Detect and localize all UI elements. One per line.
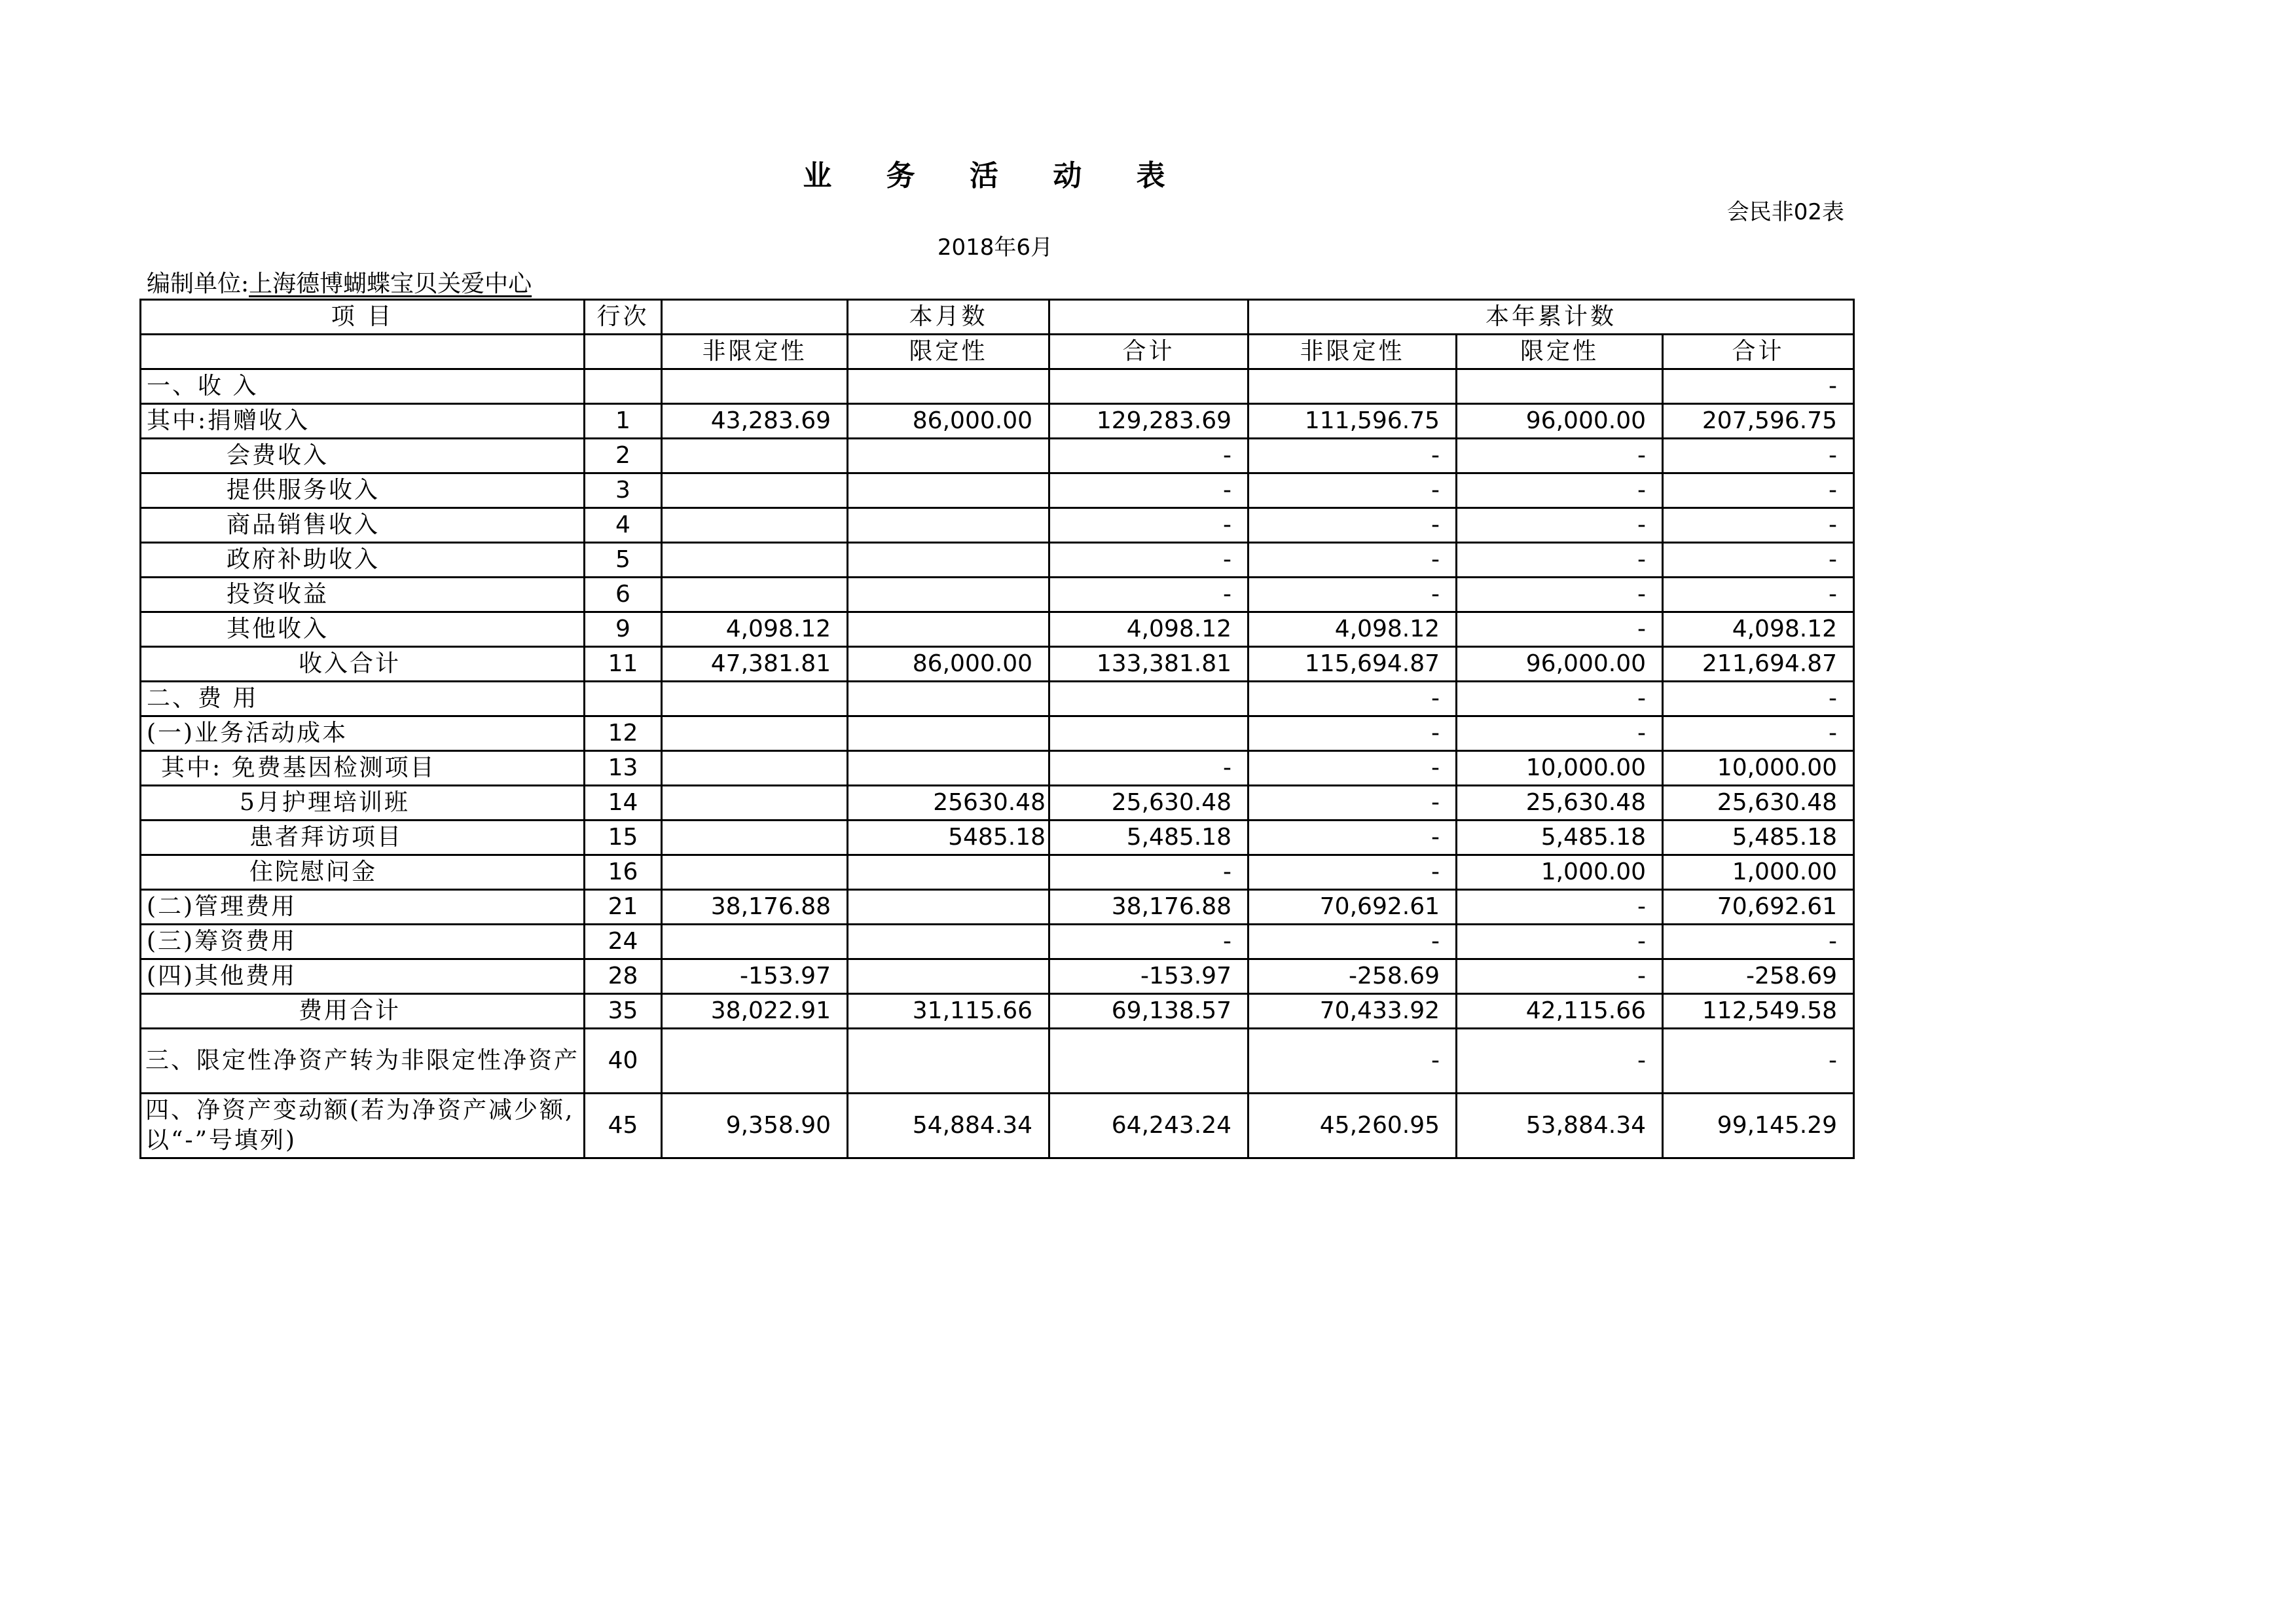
row-line-no: 15 bbox=[585, 821, 662, 855]
year-unrestricted: - bbox=[1248, 855, 1457, 890]
row-label: 其中:捐赠收入 bbox=[141, 404, 585, 439]
year-unrestricted: - bbox=[1248, 543, 1457, 578]
header-item: 项 目 bbox=[141, 300, 585, 335]
month-total: - bbox=[1049, 925, 1248, 959]
month-unrestricted: -153.97 bbox=[662, 959, 848, 994]
year-unrestricted: - bbox=[1248, 1029, 1457, 1094]
header-year-total: 合计 bbox=[1663, 335, 1854, 369]
year-restricted: - bbox=[1457, 716, 1663, 751]
year-unrestricted: -258.69 bbox=[1248, 959, 1457, 994]
year-total: 207,596.75 bbox=[1663, 404, 1854, 439]
header-row-1 bbox=[141, 300, 1854, 335]
year-total: -258.69 bbox=[1663, 959, 1854, 994]
year-unrestricted: - bbox=[1248, 925, 1457, 959]
month-total: 5,485.18 bbox=[1049, 821, 1248, 855]
row-line-no: 16 bbox=[585, 855, 662, 890]
row-line-no: 11 bbox=[585, 647, 662, 682]
unit-name: 上海德博蝴蝶宝贝关爱中心 bbox=[249, 270, 532, 297]
month-total bbox=[1049, 716, 1248, 751]
year-restricted: - bbox=[1457, 612, 1663, 647]
row-label: 5月护理培训班 bbox=[141, 786, 585, 821]
month-restricted bbox=[848, 439, 1049, 473]
year-restricted: - bbox=[1457, 682, 1663, 716]
table-row bbox=[141, 647, 1854, 682]
row-line-no: 4 bbox=[585, 508, 662, 543]
header-year-restricted: 限定性 bbox=[1457, 335, 1663, 369]
month-restricted bbox=[848, 890, 1049, 925]
header-year-group: 本年累计数 bbox=[1248, 300, 1854, 335]
header-month-total: 合计 bbox=[1049, 335, 1248, 369]
year-unrestricted: - bbox=[1248, 751, 1457, 786]
year-unrestricted: - bbox=[1248, 439, 1457, 473]
year-total: - bbox=[1663, 473, 1854, 508]
month-unrestricted bbox=[662, 508, 848, 543]
row-line-no: 24 bbox=[585, 925, 662, 959]
month-restricted bbox=[848, 1029, 1049, 1094]
header-month-unrestricted: 非限定性 bbox=[662, 335, 848, 369]
year-total: - bbox=[1663, 578, 1854, 612]
table-row bbox=[141, 404, 1854, 439]
month-restricted bbox=[848, 612, 1049, 647]
table-row bbox=[141, 369, 1854, 404]
row-line-no bbox=[585, 369, 662, 404]
year-total: 10,000.00 bbox=[1663, 751, 1854, 786]
header-row-2 bbox=[141, 335, 1854, 369]
month-total: 38,176.88 bbox=[1049, 890, 1248, 925]
month-total bbox=[1049, 682, 1248, 716]
row-line-no: 28 bbox=[585, 959, 662, 994]
year-unrestricted: - bbox=[1248, 473, 1457, 508]
row-label: 二、费 用 bbox=[141, 682, 585, 716]
table-row bbox=[141, 716, 1854, 751]
table-row bbox=[141, 890, 1854, 925]
header-year-unrestricted: 非限定性 bbox=[1248, 335, 1457, 369]
table-row bbox=[141, 751, 1854, 786]
month-restricted bbox=[848, 855, 1049, 890]
row-line-no: 13 bbox=[585, 751, 662, 786]
row-label: (三)筹资费用 bbox=[141, 925, 585, 959]
header-blank bbox=[141, 335, 585, 369]
month-total: 25,630.48 bbox=[1049, 786, 1248, 821]
month-total: 133,381.81 bbox=[1049, 647, 1248, 682]
table-row bbox=[141, 682, 1854, 716]
month-unrestricted bbox=[662, 1029, 848, 1094]
month-restricted bbox=[848, 959, 1049, 994]
month-unrestricted: 47,381.81 bbox=[662, 647, 848, 682]
month-total: - bbox=[1049, 543, 1248, 578]
year-total: 70,692.61 bbox=[1663, 890, 1854, 925]
year-restricted: 10,000.00 bbox=[1457, 751, 1663, 786]
month-unrestricted bbox=[662, 369, 848, 404]
activity-statement-table bbox=[139, 299, 1855, 1159]
table-row bbox=[141, 821, 1854, 855]
year-unrestricted: - bbox=[1248, 682, 1457, 716]
month-restricted bbox=[848, 369, 1049, 404]
year-restricted: 25,630.48 bbox=[1457, 786, 1663, 821]
month-total: 69,138.57 bbox=[1049, 994, 1248, 1029]
year-total: - bbox=[1663, 369, 1854, 404]
table-row bbox=[141, 508, 1854, 543]
row-label: 商品销售收入 bbox=[141, 508, 585, 543]
month-restricted: 54,884.34 bbox=[848, 1094, 1049, 1158]
month-unrestricted bbox=[662, 821, 848, 855]
row-label: (一)业务活动成本 bbox=[141, 716, 585, 751]
year-unrestricted: - bbox=[1248, 508, 1457, 543]
table-row bbox=[141, 994, 1854, 1029]
table-row bbox=[141, 543, 1854, 578]
month-unrestricted bbox=[662, 925, 848, 959]
year-restricted: - bbox=[1457, 925, 1663, 959]
year-unrestricted bbox=[1248, 369, 1457, 404]
month-total: - bbox=[1049, 578, 1248, 612]
month-unrestricted: 38,176.88 bbox=[662, 890, 848, 925]
year-unrestricted: 70,433.92 bbox=[1248, 994, 1457, 1029]
row-label: 费用合计 bbox=[141, 994, 585, 1029]
month-unrestricted bbox=[662, 543, 848, 578]
year-unrestricted: 111,596.75 bbox=[1248, 404, 1457, 439]
row-label: 患者拜访项目 bbox=[141, 821, 585, 855]
table-row bbox=[141, 925, 1854, 959]
month-total: - bbox=[1049, 473, 1248, 508]
header-month-restricted: 限定性 bbox=[848, 335, 1049, 369]
table-row bbox=[141, 1094, 1854, 1158]
year-unrestricted: - bbox=[1248, 821, 1457, 855]
row-line-no: 12 bbox=[585, 716, 662, 751]
report-title: 业 务 活 动 表 bbox=[803, 159, 1188, 193]
month-unrestricted bbox=[662, 682, 848, 716]
year-restricted: - bbox=[1457, 543, 1663, 578]
year-restricted: 1,000.00 bbox=[1457, 855, 1663, 890]
year-total: - bbox=[1663, 1029, 1854, 1094]
year-restricted: - bbox=[1457, 439, 1663, 473]
table-row bbox=[141, 439, 1854, 473]
month-restricted bbox=[848, 925, 1049, 959]
year-total: - bbox=[1663, 716, 1854, 751]
month-unrestricted bbox=[662, 716, 848, 751]
row-line-no: 6 bbox=[585, 578, 662, 612]
row-label: 其中: 免费基因检测项目 bbox=[141, 751, 585, 786]
month-total: - bbox=[1049, 508, 1248, 543]
month-unrestricted bbox=[662, 855, 848, 890]
row-label: 四、净资产变动额(若为净资产减少额,以“-”号填列) bbox=[141, 1094, 585, 1158]
header-blank bbox=[1049, 300, 1248, 335]
year-restricted bbox=[1457, 369, 1663, 404]
row-line-no: 9 bbox=[585, 612, 662, 647]
month-restricted: 86,000.00 bbox=[848, 404, 1049, 439]
row-line-no: 3 bbox=[585, 473, 662, 508]
header-line-no: 行次 bbox=[585, 300, 662, 335]
table-row bbox=[141, 855, 1854, 890]
year-restricted: - bbox=[1457, 1029, 1663, 1094]
row-line-no: 1 bbox=[585, 404, 662, 439]
table-row bbox=[141, 612, 1854, 647]
month-total bbox=[1049, 369, 1248, 404]
table-row bbox=[141, 578, 1854, 612]
month-restricted bbox=[848, 716, 1049, 751]
year-total: 99,145.29 bbox=[1663, 1094, 1854, 1158]
row-line-no bbox=[585, 682, 662, 716]
month-total: - bbox=[1049, 751, 1248, 786]
year-restricted: 5,485.18 bbox=[1457, 821, 1663, 855]
year-total: 112,549.58 bbox=[1663, 994, 1854, 1029]
row-label: 住院慰问金 bbox=[141, 855, 585, 890]
month-restricted: 25630.48 bbox=[848, 786, 1049, 821]
year-restricted: 96,000.00 bbox=[1457, 404, 1663, 439]
month-unrestricted bbox=[662, 751, 848, 786]
table-row bbox=[141, 473, 1854, 508]
year-total: 4,098.12 bbox=[1663, 612, 1854, 647]
table-row bbox=[141, 786, 1854, 821]
month-unrestricted: 4,098.12 bbox=[662, 612, 848, 647]
month-total: -153.97 bbox=[1049, 959, 1248, 994]
month-restricted bbox=[848, 578, 1049, 612]
month-restricted bbox=[848, 751, 1049, 786]
month-total: - bbox=[1049, 439, 1248, 473]
month-restricted: 86,000.00 bbox=[848, 647, 1049, 682]
form-code: 会民非02表 bbox=[1726, 199, 1844, 225]
row-label: 提供服务收入 bbox=[141, 473, 585, 508]
row-line-no: 14 bbox=[585, 786, 662, 821]
month-total: - bbox=[1049, 855, 1248, 890]
row-label: 收入合计 bbox=[141, 647, 585, 682]
row-label: 会费收入 bbox=[141, 439, 585, 473]
month-restricted bbox=[848, 508, 1049, 543]
month-unrestricted: 43,283.69 bbox=[662, 404, 848, 439]
row-line-no: 40 bbox=[585, 1029, 662, 1094]
month-unrestricted: 38,022.91 bbox=[662, 994, 848, 1029]
year-unrestricted: - bbox=[1248, 578, 1457, 612]
row-line-no: 35 bbox=[585, 994, 662, 1029]
unit-label: 编制单位: bbox=[147, 270, 249, 297]
year-restricted: - bbox=[1457, 959, 1663, 994]
row-label: (二)管理费用 bbox=[141, 890, 585, 925]
year-unrestricted: 4,098.12 bbox=[1248, 612, 1457, 647]
month-restricted: 31,115.66 bbox=[848, 994, 1049, 1029]
year-restricted: 96,000.00 bbox=[1457, 647, 1663, 682]
month-total: 4,098.12 bbox=[1049, 612, 1248, 647]
preparing-unit bbox=[147, 265, 532, 299]
table-row bbox=[141, 959, 1854, 994]
year-restricted: - bbox=[1457, 890, 1663, 925]
year-restricted: 42,115.66 bbox=[1457, 994, 1663, 1029]
month-unrestricted: 9,358.90 bbox=[662, 1094, 848, 1158]
year-total: 25,630.48 bbox=[1663, 786, 1854, 821]
row-label: 一、收 入 bbox=[141, 369, 585, 404]
month-total: 129,283.69 bbox=[1049, 404, 1248, 439]
year-total: - bbox=[1663, 682, 1854, 716]
table-row bbox=[141, 1029, 1854, 1094]
month-unrestricted bbox=[662, 786, 848, 821]
year-total: 211,694.87 bbox=[1663, 647, 1854, 682]
year-restricted: - bbox=[1457, 473, 1663, 508]
year-unrestricted: - bbox=[1248, 786, 1457, 821]
year-total: - bbox=[1663, 439, 1854, 473]
row-label: 三、限定性净资产转为非限定性净资产 bbox=[141, 1029, 585, 1094]
month-restricted bbox=[848, 682, 1049, 716]
month-unrestricted bbox=[662, 439, 848, 473]
month-restricted bbox=[848, 543, 1049, 578]
header-blank bbox=[585, 335, 662, 369]
year-restricted: - bbox=[1457, 578, 1663, 612]
row-label: 其他收入 bbox=[141, 612, 585, 647]
year-unrestricted: - bbox=[1248, 716, 1457, 751]
row-label: (四)其他费用 bbox=[141, 959, 585, 994]
year-unrestricted: 115,694.87 bbox=[1248, 647, 1457, 682]
month-restricted bbox=[848, 473, 1049, 508]
month-unrestricted bbox=[662, 578, 848, 612]
header-month-group: 本月数 bbox=[848, 300, 1049, 335]
year-total: - bbox=[1663, 925, 1854, 959]
year-restricted: - bbox=[1457, 508, 1663, 543]
year-unrestricted: 70,692.61 bbox=[1248, 890, 1457, 925]
year-total: - bbox=[1663, 508, 1854, 543]
month-unrestricted bbox=[662, 473, 848, 508]
year-total: - bbox=[1663, 543, 1854, 578]
row-line-no: 5 bbox=[585, 543, 662, 578]
row-line-no: 2 bbox=[585, 439, 662, 473]
report-period: 2018年6月 bbox=[937, 234, 1053, 261]
month-restricted: 5485.18 bbox=[848, 821, 1049, 855]
month-total bbox=[1049, 1029, 1248, 1094]
year-total: 1,000.00 bbox=[1663, 855, 1854, 890]
year-restricted: 53,884.34 bbox=[1457, 1094, 1663, 1158]
row-line-no: 45 bbox=[585, 1094, 662, 1158]
month-total: 64,243.24 bbox=[1049, 1094, 1248, 1158]
year-unrestricted: 45,260.95 bbox=[1248, 1094, 1457, 1158]
year-total: 5,485.18 bbox=[1663, 821, 1854, 855]
header-blank bbox=[662, 300, 848, 335]
row-line-no: 21 bbox=[585, 890, 662, 925]
row-label: 投资收益 bbox=[141, 578, 585, 612]
row-label: 政府补助收入 bbox=[141, 543, 585, 578]
